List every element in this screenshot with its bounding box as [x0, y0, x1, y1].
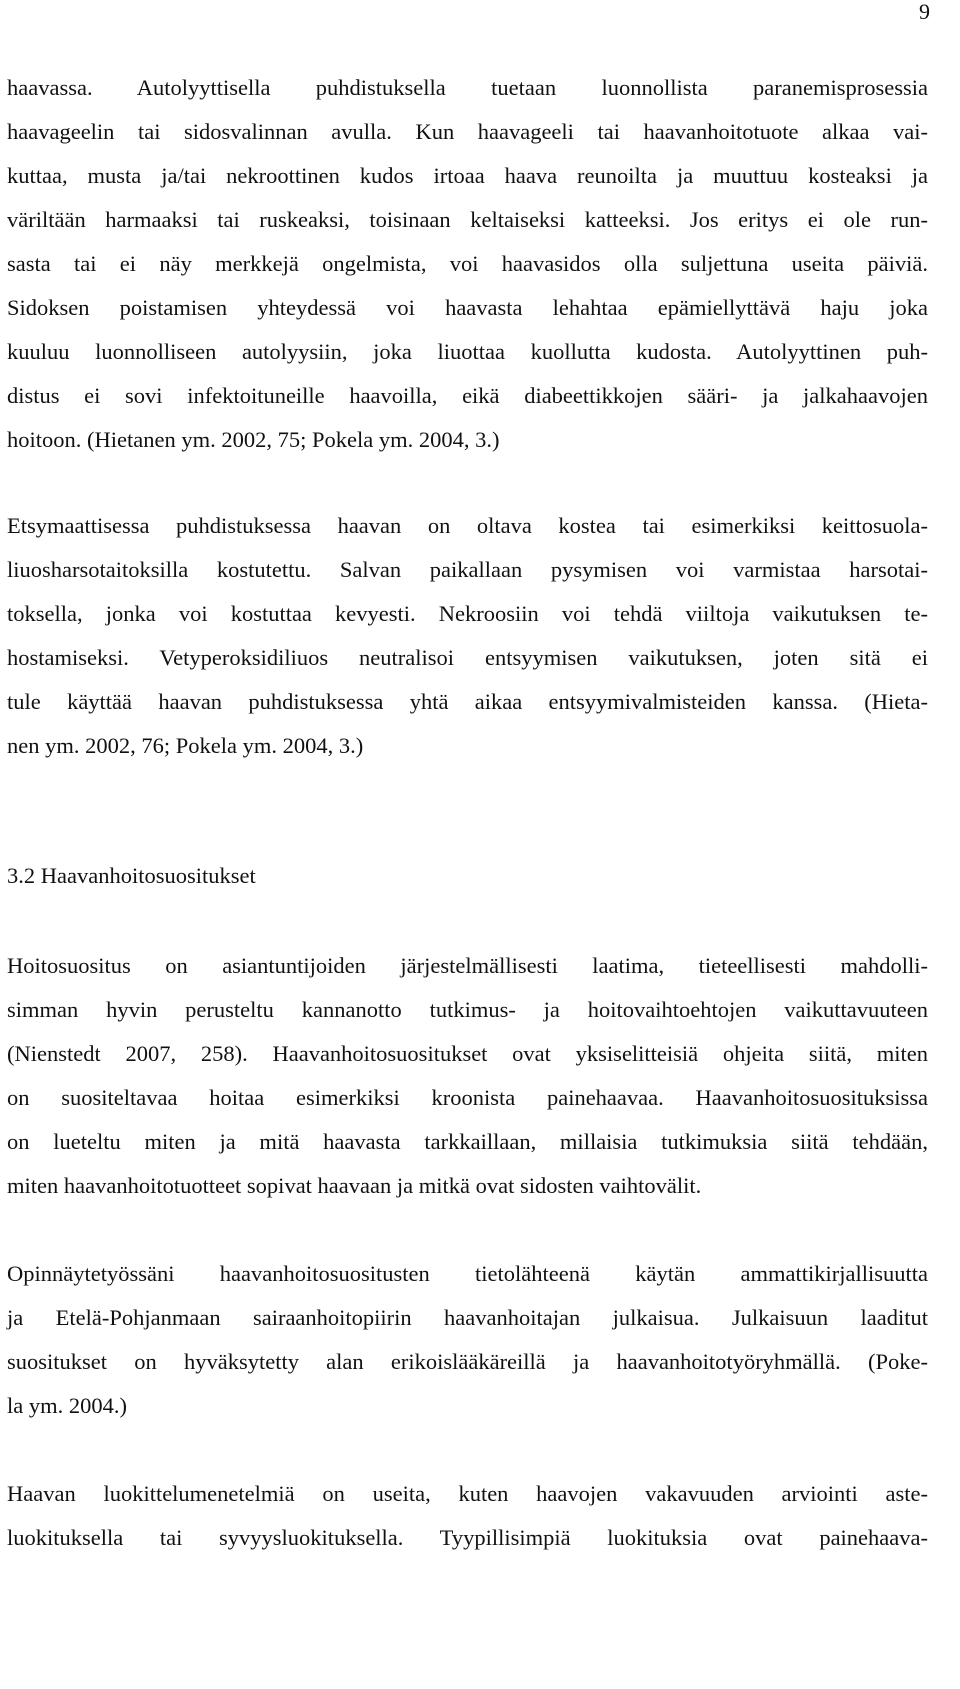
paragraph-1-line-4: väriltään harmaaksi tai ruskeaksi, toisinaan keltaiseksi katteeksi. Jos eritys ei ole run- [7, 207, 928, 232]
paragraph-2-line-4: hostamiseksi. Vetyperoksidiliuos neutralisoi entsyymisen vaikutuksen, joten sitä ei [7, 645, 928, 670]
paragraph-2-line-5: tule käyttää haavan puhdistuksessa yhtä aikaa entsyymivalmisteiden kanssa. (Hieta- [7, 689, 928, 714]
paragraph-1-line-1: haavassa. Autolyyttisella puhdistuksella tuetaan luonnollista paranemisprosessia [7, 75, 928, 100]
paragraph-3-line-3: (Nienstedt 2007, 258). Haavanhoitosuositukset ovat yksiselitteisiä ohjeita siitä, miten [7, 1041, 928, 1066]
paragraph-3-line-2: simman hyvin perusteltu kannanotto tutkimus- ja hoitovaihtoehtojen vaikuttavuuteen [7, 997, 928, 1022]
page-number: 9 [919, 0, 930, 24]
paragraph-3-line-6: miten haavanhoitotuotteet sopivat haavaan ja mitkä ovat sidosten vaihtovälit. [7, 1173, 702, 1198]
paragraph-5-line-1: Haavan luokittelumenetelmiä on useita, kuten haavojen vakavuuden arviointi aste- [7, 1481, 928, 1506]
paragraph-2-line-2: liuosharsotaitoksilla kostutettu. Salvan paikallaan pysymisen voi varmistaa harsotai- [7, 557, 928, 582]
paragraph-1-line-6: Sidoksen poistamisen yhteydessä voi haavasta lehahtaa epämiellyttävä haju joka [7, 295, 928, 320]
paragraph-1-line-5: sasta tai ei näy merkkejä ongelmista, voi haavasidos olla suljettuna useita päiviä. [7, 251, 928, 276]
paragraph-2-line-3: toksella, jonka voi kostuttaa kevyesti. Nekroosiin voi tehdä viiltoja vaikutuksen te- [7, 601, 928, 626]
paragraph-1-line-3: kuttaa, musta ja/tai nekroottinen kudos irtoaa haava reunoilta ja muuttuu kosteaksi ja [7, 163, 928, 188]
paragraph-4-line-4: la ym. 2004.) [7, 1393, 127, 1418]
paragraph-1-line-2: haavageelin tai sidosvalinnan avulla. Kun haavageeli tai haavanhoitotuote alkaa vai- [7, 119, 928, 144]
section-heading: 3.2 Haavanhoitosuositukset [7, 863, 256, 888]
paragraph-1-line-7: kuuluu luonnolliseen autolyysiin, joka liuottaa kuollutta kudosta. Autolyyttinen puh- [7, 339, 928, 364]
paragraph-1-line-9: hoitoon. (Hietanen ym. 2002, 75; Pokela ym. 2004, 3.) [7, 427, 500, 452]
paragraph-4-line-1: Opinnäytetyössäni haavanhoitosuositusten tietolähteenä käytän ammattikirjallisuutta [7, 1261, 928, 1286]
paragraph-3-line-5: on lueteltu miten ja mitä haavasta tarkkaillaan, millaisia tutkimuksia siitä tehdään, [7, 1129, 928, 1154]
paragraph-1-line-8: distus ei sovi infektoituneille haavoilla, eikä diabeettikkojen sääri- ja jalkahaavojen [7, 383, 928, 408]
paragraph-4-line-3: suositukset on hyväksytetty alan erikoislääkäreillä ja haavanhoitotyöryhmällä. (Poke- [7, 1349, 928, 1374]
paragraph-3-line-4: on suositeltavaa hoitaa esimerkiksi kroonista painehaavaa. Haavanhoitosuosituksissa [7, 1085, 928, 1110]
paragraph-4-line-2: ja Etelä-Pohjanmaan sairaanhoitopiirin haavanhoitajan julkaisua. Julkaisuun laaditut [7, 1305, 928, 1330]
paragraph-2-line-6: nen ym. 2002, 76; Pokela ym. 2004, 3.) [7, 733, 364, 758]
paragraph-2-line-1: Etsymaattisessa puhdistuksessa haavan on oltava kostea tai esimerkiksi keittosuola- [7, 513, 928, 538]
paragraph-5-line-2: luokituksella tai syvyysluokituksella. Tyypillisimpiä luokituksia ovat painehaava- [7, 1525, 928, 1550]
paragraph-3-line-1: Hoitosuositus on asiantuntijoiden järjestelmällisesti laatima, tieteellisesti mahdolli- [7, 953, 928, 978]
